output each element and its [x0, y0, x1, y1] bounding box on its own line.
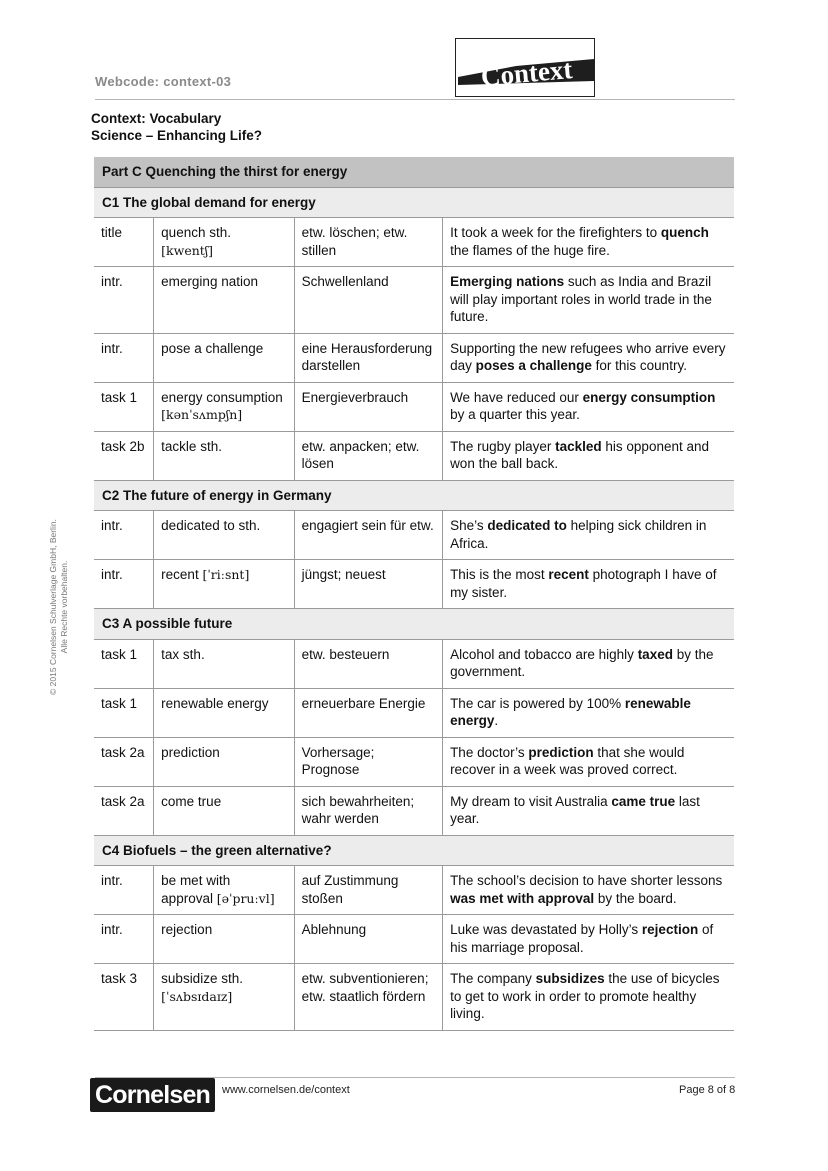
- vocab-translation: erneuerbare Energie: [294, 688, 442, 737]
- example-text: last year.: [450, 793, 700, 826]
- vocab-row: [94, 964, 734, 1031]
- example-text: Supporting the new refugees who arrive every day: [450, 340, 726, 373]
- vocab-term-cell: [154, 333, 294, 382]
- vocab-term: dedicated to sth.: [161, 518, 261, 533]
- vocab-row: [94, 915, 734, 964]
- example-text: of his marriage proposal.: [450, 922, 714, 955]
- example-text: This is the most: [450, 567, 549, 582]
- vocab-example: [443, 333, 734, 382]
- vocab-example: [443, 866, 734, 915]
- vocab-term-cell: [154, 786, 294, 835]
- vocab-example: [443, 267, 734, 334]
- vocab-term-cell: [154, 382, 294, 431]
- vocab-example: [443, 511, 734, 560]
- example-text: The rugby player: [450, 438, 556, 454]
- example-text: the flames of the huge fire.: [450, 242, 610, 258]
- vocab-row: [94, 866, 734, 915]
- vocab-translation: etw. besteuern: [294, 639, 442, 688]
- vocab-reference: intr.: [94, 866, 154, 915]
- vocab-term-cell: [154, 560, 294, 609]
- vocab-term-cell: [154, 866, 294, 915]
- vocab-row: [94, 382, 734, 431]
- context-logo-text: Context: [479, 54, 574, 92]
- vocab-example: [443, 786, 734, 835]
- vocab-term: prediction: [161, 744, 220, 760]
- title-line-2: Science – Enhancing Life?: [91, 128, 263, 143]
- vocab-term-cell: [154, 964, 294, 1031]
- context-logo: [455, 38, 595, 97]
- vocab-reference: task 2a: [94, 737, 154, 786]
- vocab-translation: Vorhersage; Prognose: [294, 737, 442, 786]
- copyright-line-1: © 2015 Cornelsen Schulverlage GmbH, Berlin.: [48, 519, 58, 695]
- example-text: photograph I have of my sister.: [450, 567, 717, 600]
- vocab-term: tackle sth.: [161, 438, 222, 454]
- section-heading: C2 The future of energy in Germany: [94, 480, 734, 511]
- copyright-notice: [48, 512, 70, 702]
- example-highlight: prediction: [528, 744, 594, 760]
- vocab-term: be met with approval: [161, 873, 231, 906]
- example-highlight: poses a challenge: [475, 358, 592, 373]
- vocab-row: [94, 333, 734, 382]
- example-highlight: tackled: [555, 438, 602, 454]
- vocab-row: [94, 431, 734, 480]
- footer-url: www.cornelsen.de/context: [222, 1084, 350, 1096]
- vocab-example: [443, 737, 734, 786]
- vocab-reference: task 3: [94, 964, 154, 1031]
- vocab-reference: task 2b: [94, 431, 154, 480]
- vocab-translation: sich bewahrheiten; wahr werden: [294, 786, 442, 835]
- vocab-example: [443, 688, 734, 737]
- vocab-example: [443, 639, 734, 688]
- vocab-phonetic: [ˈriːsnt]: [202, 567, 250, 582]
- vocab-term: rejection: [161, 922, 213, 937]
- vocab-example: [443, 431, 734, 480]
- vocab-reference: intr.: [94, 333, 154, 382]
- example-highlight: quench: [660, 225, 709, 240]
- section-heading-row: [94, 187, 734, 218]
- vocab-reference: title: [94, 218, 154, 267]
- vocab-reference: intr.: [94, 511, 154, 560]
- webcode-label: Webcode: context-03: [95, 74, 232, 89]
- example-text: .: [494, 713, 499, 728]
- title-line-1: Context: Vocabulary: [91, 111, 222, 126]
- vocab-term: emerging nation: [161, 274, 258, 289]
- example-highlight: was met with approval: [450, 890, 595, 906]
- vocab-term: pose a challenge: [161, 340, 264, 356]
- vocab-term-cell: [154, 737, 294, 786]
- vocab-example: [443, 560, 734, 609]
- vocab-reference: intr.: [94, 560, 154, 609]
- vocab-translation: Schwellenland: [294, 267, 442, 334]
- example-text: by the board.: [594, 890, 677, 906]
- vocab-row: [94, 218, 734, 267]
- vocab-example: [443, 964, 734, 1031]
- example-text: such as India and Brazil will play important roles in world trade in the future.: [450, 274, 712, 324]
- vocab-row: [94, 688, 734, 737]
- copyright-line-2: Alle Rechte vorbehalten.: [59, 560, 69, 654]
- example-text: The company: [450, 971, 536, 986]
- vocab-term: recent: [161, 567, 199, 582]
- vocab-term: tax sth.: [161, 646, 205, 662]
- part-heading-row: [94, 157, 734, 187]
- example-text: that she would recover in a week was proved correct.: [450, 744, 685, 777]
- vocab-translation: etw. anpacken; etw. lösen: [294, 431, 442, 480]
- example-highlight: recent: [548, 567, 589, 582]
- section-heading: C1 The global demand for energy: [94, 187, 734, 218]
- vocab-row: [94, 737, 734, 786]
- vocab-term-cell: [154, 218, 294, 267]
- example-text: It took a week for the firefighters to: [450, 225, 661, 240]
- vocab-translation: auf Zustimmung stoßen: [294, 866, 442, 915]
- vocab-example: [443, 915, 734, 964]
- vocab-example: [443, 218, 734, 267]
- vocab-translation: etw. löschen; etw. stillen: [294, 218, 442, 267]
- vocab-row: [94, 786, 734, 835]
- vocab-reference: task 1: [94, 639, 154, 688]
- example-highlight: renewable energy: [450, 695, 691, 728]
- section-heading-row: [94, 835, 734, 866]
- example-text: The school’s decision to have shorter lessons: [450, 873, 723, 888]
- example-text: the use of bicycles to get to work in order to promote healthy living.: [450, 971, 720, 1021]
- page-number: Page 8 of 8: [679, 1084, 736, 1096]
- vocab-translation: Energieverbrauch: [294, 382, 442, 431]
- example-text: helping sick children in Africa.: [450, 518, 707, 551]
- vocab-reference: intr.: [94, 915, 154, 964]
- vocab-term-cell: [154, 431, 294, 480]
- vocab-term: energy consumption: [161, 389, 283, 405]
- example-text: by the government.: [450, 646, 714, 679]
- example-highlight: taxed: [637, 646, 673, 662]
- vocabulary-table: [94, 157, 734, 1031]
- section-heading-row: [94, 480, 734, 511]
- example-highlight: subsidizes: [535, 971, 605, 986]
- example-highlight: came true: [611, 793, 676, 809]
- vocab-term: renewable energy: [161, 695, 269, 711]
- vocab-term: quench sth.: [161, 225, 231, 240]
- vocab-translation: jüngst; neuest: [294, 560, 442, 609]
- example-highlight: rejection: [641, 922, 699, 937]
- header-divider: [95, 99, 735, 100]
- vocab-reference: task 2a: [94, 786, 154, 835]
- vocab-term-cell: [154, 511, 294, 560]
- document-title: [91, 110, 262, 144]
- vocab-row: [94, 560, 734, 609]
- section-heading-row: [94, 609, 734, 640]
- vocab-translation: engagiert sein für etw.: [294, 511, 442, 560]
- vocab-term-cell: [154, 688, 294, 737]
- vocab-example: [443, 382, 734, 431]
- example-highlight: Emerging nations: [450, 274, 565, 289]
- part-heading: Part C Quenching the thirst for energy: [94, 157, 734, 187]
- cornelsen-logo-text: Cornelsen: [94, 1081, 211, 1109]
- example-highlight: dedicated to: [487, 518, 567, 533]
- cornelsen-logo: [90, 1078, 215, 1112]
- example-text: Luke was devastated by Holly’s: [450, 922, 642, 937]
- vocab-translation: eine Herausforderung darstellen: [294, 333, 442, 382]
- example-highlight: energy consumption: [582, 389, 716, 405]
- vocab-reference: intr.: [94, 267, 154, 334]
- example-text: We have reduced our: [450, 389, 583, 405]
- vocab-reference: task 1: [94, 688, 154, 737]
- vocab-term-cell: [154, 915, 294, 964]
- section-heading: C3 A possible future: [94, 609, 734, 640]
- vocab-term-cell: [154, 267, 294, 334]
- vocab-phonetic: [kwentʃ]: [161, 242, 214, 258]
- example-text: The car is powered by 100%: [450, 695, 625, 711]
- vocab-phonetic: [ˈsʌbsɪdaɪz]: [161, 988, 233, 1004]
- vocab-phonetic: [əˈpruːvl]: [216, 890, 275, 906]
- section-heading: C4 Biofuels – the green alternative?: [94, 835, 734, 866]
- vocab-row: [94, 511, 734, 560]
- vocab-reference: task 1: [94, 382, 154, 431]
- vocab-row: [94, 267, 734, 334]
- example-text: Alcohol and tobacco are highly: [450, 646, 638, 662]
- example-text: The doctor’s: [450, 744, 529, 760]
- vocab-row: [94, 639, 734, 688]
- vocab-translation: etw. subventionieren; etw. staatlich fördern: [294, 964, 442, 1031]
- example-text: She’s: [450, 518, 488, 533]
- vocab-term-cell: [154, 639, 294, 688]
- example-text: My dream to visit Australia: [450, 793, 612, 809]
- example-text: his opponent and won the ball back.: [450, 438, 709, 471]
- vocab-term: subsidize sth.: [161, 971, 243, 986]
- example-text: by a quarter this year.: [450, 407, 580, 422]
- vocab-phonetic: [kənˈsʌmpʃn]: [161, 407, 243, 422]
- vocab-term: come true: [161, 793, 222, 809]
- example-text: for this country.: [591, 358, 687, 373]
- vocab-translation: Ablehnung: [294, 915, 442, 964]
